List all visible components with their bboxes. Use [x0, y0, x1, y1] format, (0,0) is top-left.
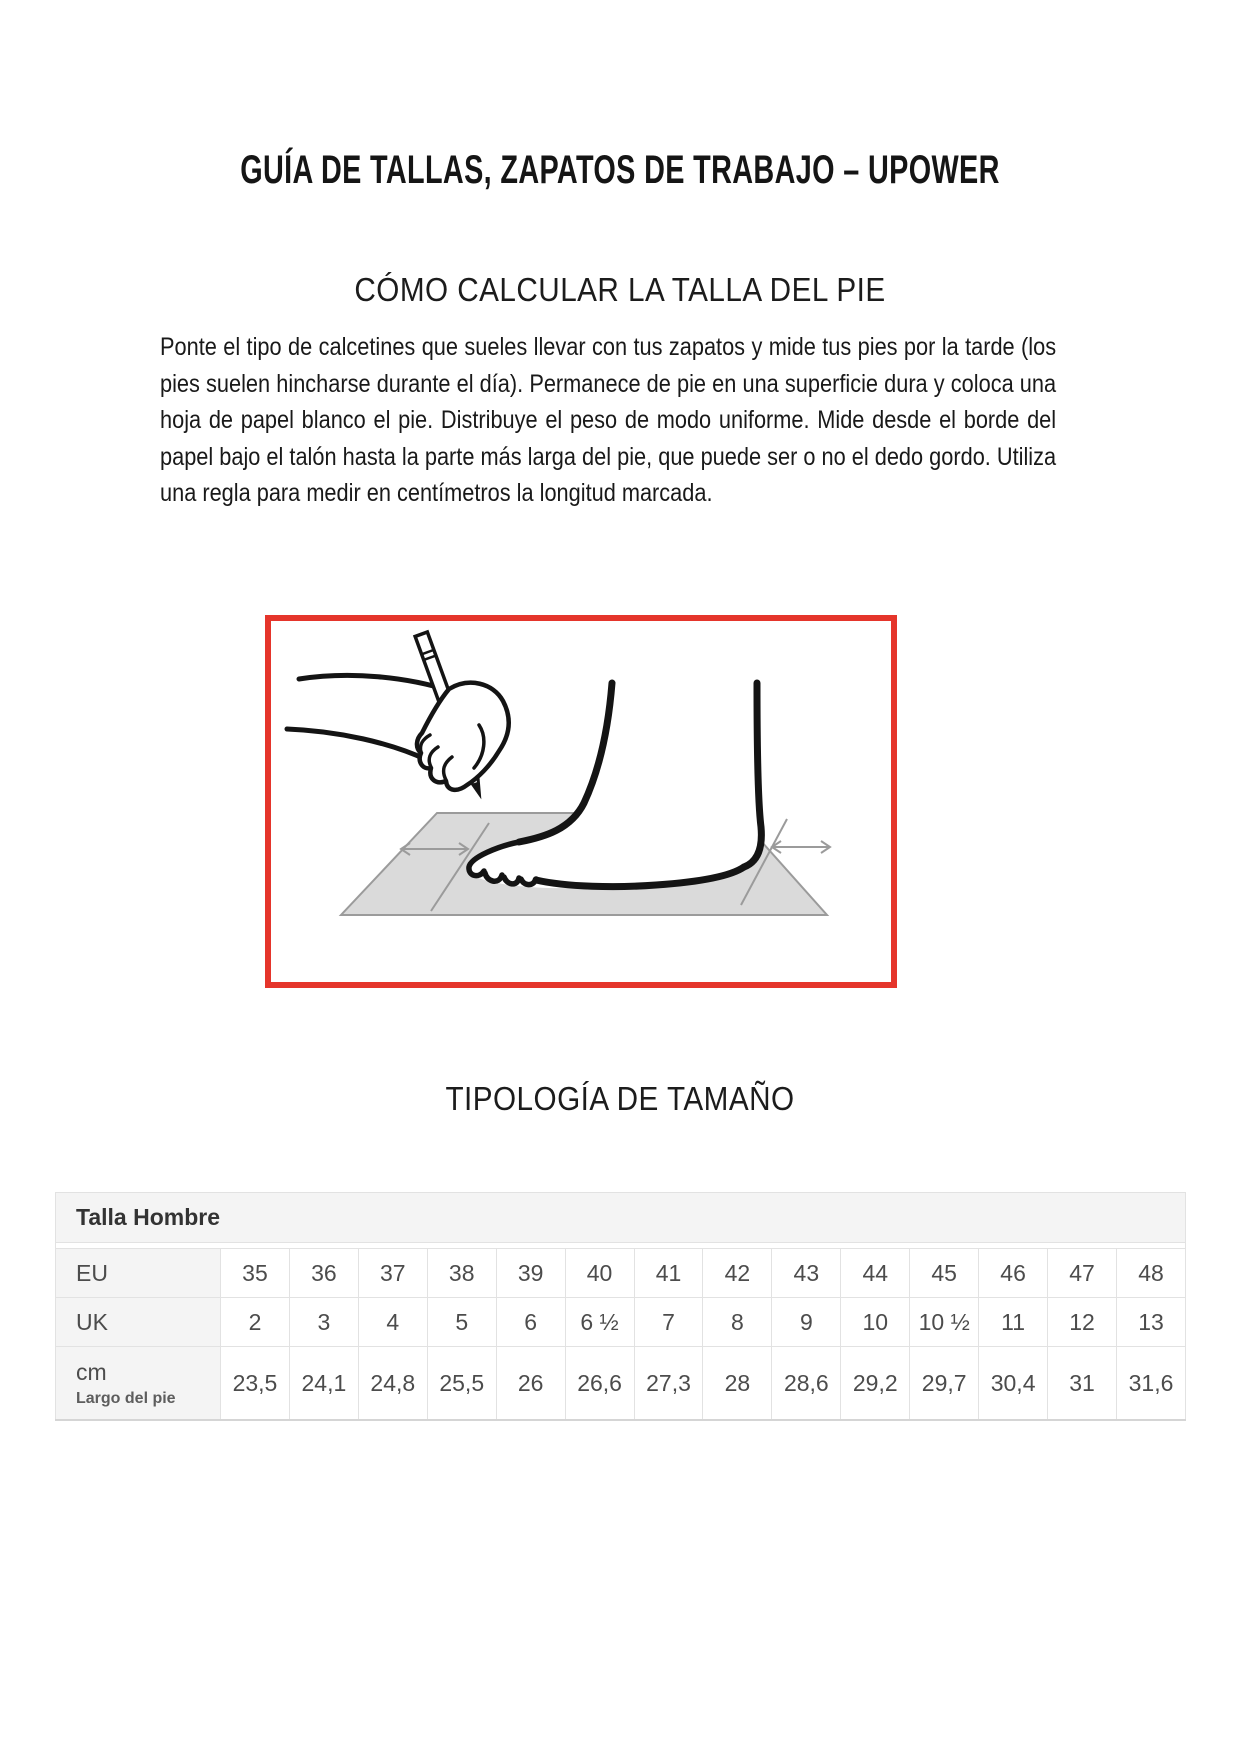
- size-cell: 39: [496, 1249, 565, 1298]
- size-cell: 37: [358, 1249, 427, 1298]
- table-title: Talla Hombre: [56, 1193, 1186, 1243]
- size-cell: 4: [358, 1298, 427, 1347]
- size-cell: 28,6: [772, 1347, 841, 1421]
- foot-measure-illustration: [265, 615, 897, 988]
- size-cell: 10 ½: [910, 1298, 979, 1347]
- row-label-cm: [56, 1347, 221, 1421]
- table-row-uk: [56, 1298, 1186, 1347]
- size-cell: 47: [1048, 1249, 1117, 1298]
- row-label-eu: EU: [56, 1249, 221, 1298]
- size-cell: 46: [979, 1249, 1048, 1298]
- size-table: [55, 1192, 1186, 1421]
- size-cell: 45: [910, 1249, 979, 1298]
- size-cell: 38: [427, 1249, 496, 1298]
- size-cell: 11: [979, 1298, 1048, 1347]
- size-cell: 35: [221, 1249, 290, 1298]
- size-cell: 31: [1048, 1347, 1117, 1421]
- hand-pencil-drawing: [287, 632, 509, 796]
- size-cell: 28: [703, 1347, 772, 1421]
- size-cell: 9: [772, 1298, 841, 1347]
- size-cell: 13: [1116, 1298, 1185, 1347]
- size-cell: 42: [703, 1249, 772, 1298]
- row-label-cm-text: cm: [76, 1358, 107, 1385]
- size-cell: 26: [496, 1347, 565, 1421]
- table-header-row: [56, 1193, 1186, 1243]
- size-cell: 31,6: [1116, 1347, 1185, 1421]
- row-sublabel-largo-del-pie: Largo del pie: [76, 1389, 176, 1407]
- size-cell: 7: [634, 1298, 703, 1347]
- row-label-uk: UK: [56, 1298, 221, 1347]
- size-cell: 23,5: [221, 1347, 290, 1421]
- size-cell: 26,6: [565, 1347, 634, 1421]
- table-row-cm: [56, 1347, 1186, 1421]
- size-cell: 36: [289, 1249, 358, 1298]
- foot-drawing: [468, 683, 763, 888]
- size-cell: 40: [565, 1249, 634, 1298]
- size-cell: 29,7: [910, 1347, 979, 1421]
- section-heading-como-calcular: CÓMO CALCULAR LA TALLA DEL PIE: [354, 271, 886, 308]
- section-heading-tipologia: TIPOLOGÍA DE TAMAÑO: [445, 1080, 795, 1117]
- size-cell: 25,5: [427, 1347, 496, 1421]
- size-cell: 3: [289, 1298, 358, 1347]
- size-cell: 48: [1116, 1249, 1185, 1298]
- size-cell: 24,1: [289, 1347, 358, 1421]
- size-cell: 10: [841, 1298, 910, 1347]
- table-row-eu: [56, 1249, 1186, 1298]
- size-cell: 12: [1048, 1298, 1117, 1347]
- size-cell: 27,3: [634, 1347, 703, 1421]
- instructions-paragraph: Ponte el tipo de calcetines que sueles llevar con tus zapatos y mide tus pies por la tarde (los pies suelen hincharse durante el día). Permanece de pie en una superficie dura y coloca una hoja de papel blanco el pie. Distribuye el peso de modo uniforme. Mide desde el borde del papel bajo el talón hasta la parte más larga del pie, que puede ser o no el dedo gordo. Utiliza una regla para medir en centímetros la longitud marcada.: [160, 333, 1057, 507]
- size-cell: 8: [703, 1298, 772, 1347]
- size-cell: 2: [221, 1298, 290, 1347]
- size-cell: 43: [772, 1249, 841, 1298]
- size-cell: 41: [634, 1249, 703, 1298]
- size-cell: 6 ½: [565, 1298, 634, 1347]
- size-cell: 24,8: [358, 1347, 427, 1421]
- size-cell: 30,4: [979, 1347, 1048, 1421]
- size-cell: 6: [496, 1298, 565, 1347]
- size-cell: 29,2: [841, 1347, 910, 1421]
- foot-tracing-svg: [271, 621, 891, 982]
- size-cell: 44: [841, 1249, 910, 1298]
- size-cell: 5: [427, 1298, 496, 1347]
- page-title: GUÍA DE TALLAS, ZAPATOS DE TRABAJO – UPOWER: [240, 148, 1000, 192]
